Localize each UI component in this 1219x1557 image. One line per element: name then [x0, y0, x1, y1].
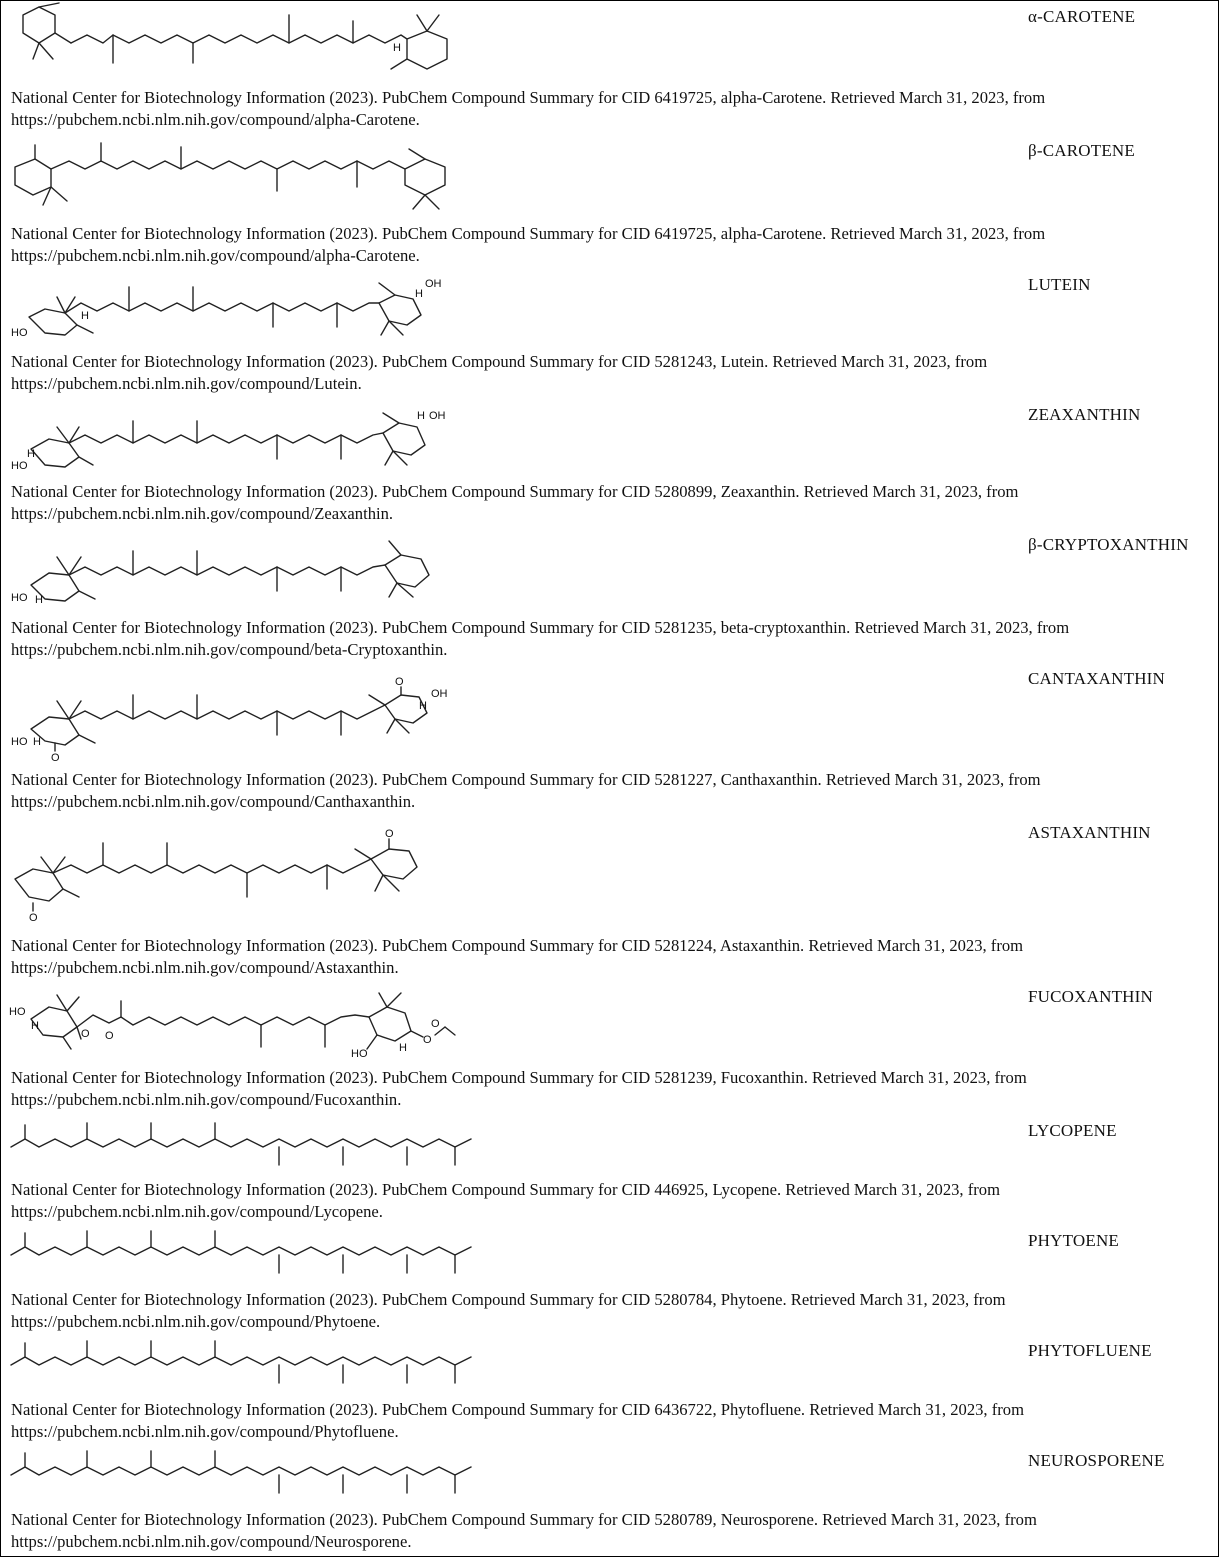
citation-text: National Center for Biotechnology Information (2023). PubChem Compound Summary for CID 5280899, Zeaxanthin. Retrieved March 31, 2023, from https://pubchem.ncbi.nlm.nih.gov/compound/Zeaxanthin. — [11, 482, 1019, 523]
structure-astaxanthin — [9, 821, 479, 927]
compound-name: LYCOPENE — [1028, 1121, 1117, 1140]
atom-label: H — [419, 700, 427, 712]
structure-phytoene — [9, 1229, 479, 1283]
compound-name: FUCOXANTHIN — [1028, 987, 1153, 1006]
structure-phytofluene — [9, 1339, 479, 1393]
citation-text: National Center for Biotechnology Information (2023). PubChem Compound Summary for CID 5281239, Fucoxanthin. Retrieved March 31, 2023, from https://pubchem.ncbi.nlm.nih.gov/compound/Fucoxanthin. — [11, 1068, 1027, 1109]
structure-alpha-carotene — [9, 3, 479, 81]
citation-text: National Center for Biotechnology Information (2023). PubChem Compound Summary for CID 5281243, Lutein. Retrieved March 31, 2023, from https://pubchem.ncbi.nlm.nih.gov/compound/Lutein. — [11, 352, 988, 393]
atom-label: H — [33, 736, 41, 748]
atom-label: H — [393, 42, 401, 54]
compound-name: α-CAROTENE — [1028, 7, 1136, 26]
atom-label: O — [385, 828, 394, 840]
atom-label: HO — [11, 736, 28, 748]
atom-label: O — [423, 1034, 432, 1046]
structure-neurosporene — [9, 1449, 479, 1503]
compound-name: PHYTOFLUENE — [1028, 1341, 1152, 1360]
citation-text: National Center for Biotechnology Information (2023). PubChem Compound Summary for CID 446925, Lycopene. Retrieved March 31, 2023, from https://pubchem.ncbi.nlm.nih.gov/compound/Lycopene. — [11, 1180, 1000, 1221]
atom-label: HO — [9, 1006, 26, 1018]
structure-beta-cryptoxanthin — [9, 535, 479, 613]
atom-label: HO — [11, 592, 28, 604]
compound-name: LUTEIN — [1028, 275, 1091, 294]
atom-label: O — [431, 1018, 440, 1030]
compound-name: β-CAROTENE — [1028, 141, 1135, 160]
citation-text: National Center for Biotechnology Information (2023). PubChem Compound Summary for CID 5281224, Astaxanthin. Retrieved March 31, 2023, from https://pubchem.ncbi.nlm.nih.gov/compound/Astaxanthin. — [11, 936, 1024, 977]
atom-label: OH — [429, 410, 446, 422]
atom-label: O — [51, 752, 60, 764]
structure-beta-carotene — [9, 139, 479, 217]
compound-name: CANTAXANTHIN — [1028, 669, 1166, 688]
citation-text: National Center for Biotechnology Information (2023). PubChem Compound Summary for CID 5281227, Canthaxanthin. Retrieved March 31, 2023, from https://pubchem.ncbi.nlm.nih.gov/compound/Canthaxanthin. — [11, 770, 1041, 811]
structure-lutein — [9, 273, 479, 345]
structure-zeaxanthin — [9, 403, 479, 477]
citation-text: National Center for Biotechnology Information (2023). PubChem Compound Summary for CID 5280784, Phytoene. Retrieved March 31, 2023, from https://pubchem.ncbi.nlm.nih.gov/compound/Phytoene. — [11, 1290, 1006, 1331]
atom-label: H — [35, 594, 43, 606]
citation-text: National Center for Biotechnology Information (2023). PubChem Compound Summary for CID 6419725, alpha-Carotene. Retrieved March 31, 2023, from https://pubchem.ncbi.nlm.nih.gov/compound/alpha-Carotene. — [11, 88, 1046, 129]
atom-label: O — [105, 1030, 114, 1042]
compound-name: PHYTOENE — [1028, 1231, 1120, 1250]
atom-label: H — [399, 1042, 407, 1054]
atom-label: HO — [11, 327, 28, 339]
structure-cantaxanthin — [9, 669, 479, 765]
atom-label: HO — [11, 460, 28, 472]
atom-label: O — [81, 1028, 90, 1040]
atom-label: H — [415, 288, 423, 300]
atom-label: OH — [425, 278, 442, 290]
compound-name: β-CRYPTOXANTHIN — [1028, 535, 1189, 554]
citation-text: National Center for Biotechnology Information (2023). PubChem Compound Summary for CID 5281235, beta-cryptoxanthin. Retrieved March 31, 2023, from https://pubchem.ncbi.nlm.nih.gov/compound/beta-Cryptoxanthin. — [11, 618, 1070, 659]
atom-label: H — [31, 1020, 39, 1032]
citation-text: National Center for Biotechnology Information (2023). PubChem Compound Summary for CID 6419725, alpha-Carotene. Retrieved March 31, 2023, from https://pubchem.ncbi.nlm.nih.gov/compound/alpha-Carotene. — [11, 224, 1046, 265]
citation-text: National Center for Biotechnology Information (2023). PubChem Compound Summary for CID 6436722, Phytofluene. Retrieved March 31, 2023, from https://pubchem.ncbi.nlm.nih.gov/compound/Phytofluene. — [11, 1400, 1024, 1441]
structure-fucoxanthin — [9, 985, 479, 1065]
atom-label: H — [27, 448, 35, 460]
citation-text: National Center for Biotechnology Information (2023). PubChem Compound Summary for CID 5280789, Neurosporene. Retrieved March 31, 2023, from https://pubchem.ncbi.nlm.nih.gov/compound/Neurosporene. — [11, 1510, 1037, 1551]
structure-lycopene — [9, 1119, 479, 1173]
atom-label: HO — [351, 1048, 368, 1060]
atom-label: O — [29, 912, 38, 924]
atom-label: H — [81, 310, 89, 322]
compound-name: ZEAXANTHIN — [1028, 405, 1141, 424]
atom-label: O — [395, 676, 404, 688]
atom-label: H — [417, 410, 425, 422]
compound-name: ASTAXANTHIN — [1028, 823, 1151, 842]
compound-name: NEUROSPORENE — [1028, 1451, 1165, 1470]
atom-label: OH — [431, 688, 448, 700]
